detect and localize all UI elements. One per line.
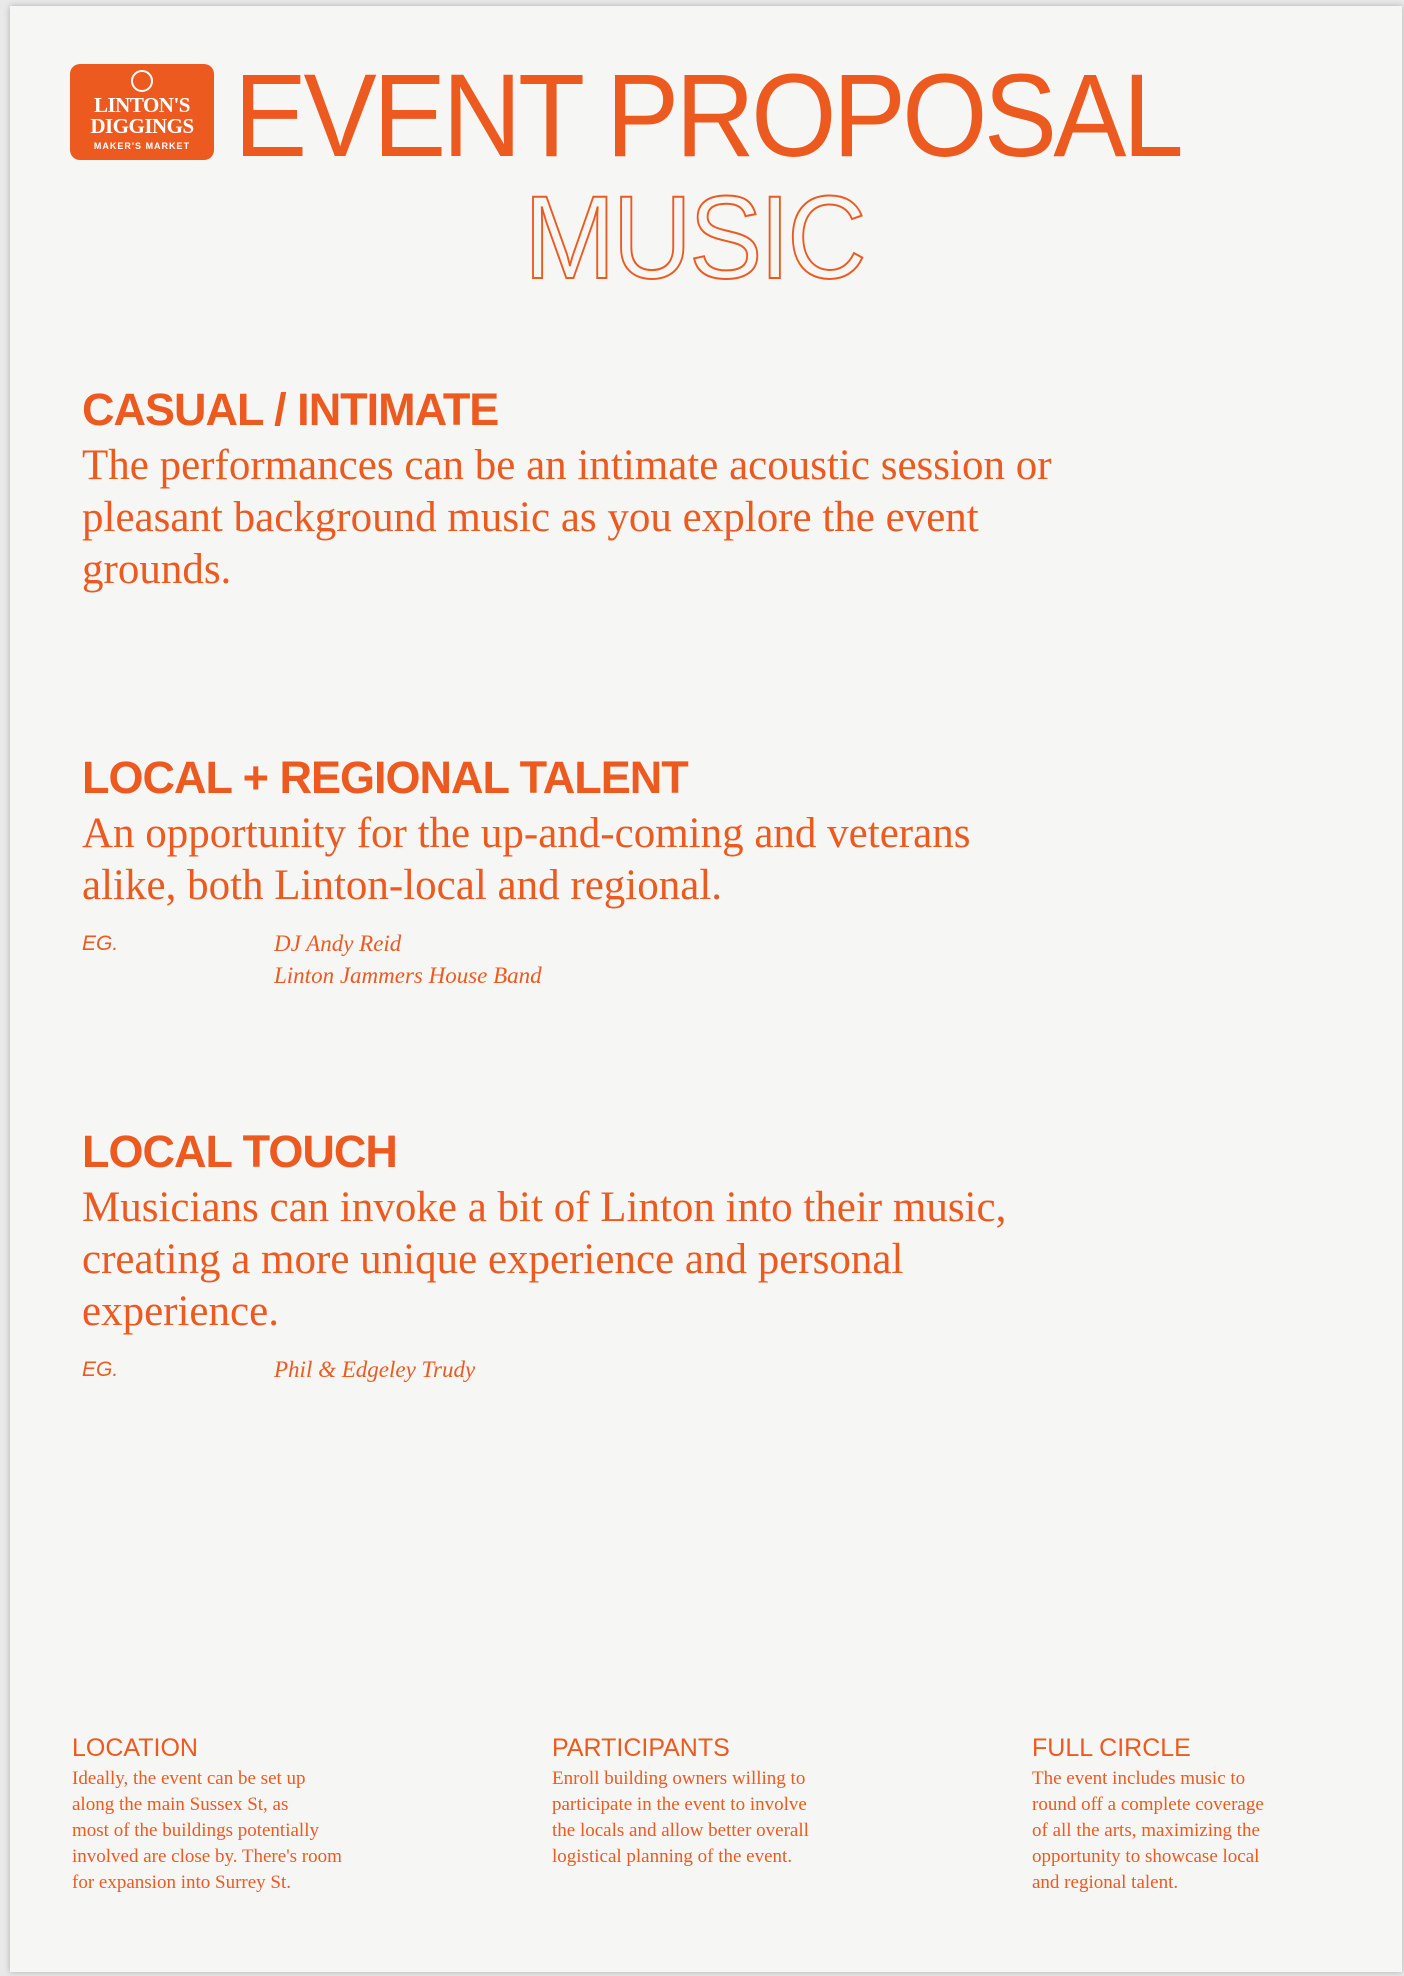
logo-line-1: LINTON'S — [94, 93, 190, 117]
section-casual-intimate — [82, 384, 1062, 596]
example-item: Linton Jammers House Band — [274, 963, 542, 988]
section-body: Musicians can invoke a bit of Linton into their music, creating a more unique experience and personal experience. — [82, 1184, 1007, 1335]
footer-full-circle — [1032, 1734, 1362, 1896]
section-heading: LOCAL TOUCH — [82, 1126, 397, 1177]
footer-body: The event includes music to round off a complete coverage of all the arts, maximizing the opportunity to showcase local and regional talent. — [1032, 1768, 1264, 1893]
example-item: DJ Andy Reid — [274, 931, 402, 956]
logo-tagline: MAKER'S MARKET — [93, 141, 191, 151]
footer-participants — [552, 1734, 882, 1870]
page-title: EVENT PROPOSAL — [234, 50, 1181, 182]
section-local-touch — [82, 1126, 1062, 1386]
proposal-sheet — [10, 6, 1402, 1972]
page-subtitle: MUSIC — [524, 172, 864, 304]
footer-heading: PARTICIPANTS — [552, 1734, 730, 1762]
section-body: The performances can be an intimate acoustic session or pleasant background music as you explore the event grounds. — [82, 442, 1052, 593]
logo-line-2: DIGGINGS — [90, 114, 194, 138]
section-local-regional-talent — [82, 752, 1062, 992]
section-heading: CASUAL / INTIMATE — [82, 384, 499, 435]
examples-label: EG. — [82, 932, 119, 955]
examples-list — [274, 928, 1062, 992]
examples-label: EG. — [82, 1358, 119, 1381]
footer-body: Ideally, the event can be set up along the main Sussex St, as most of the buildings potentially involved are close by. There's room for expansion into Surrey St. — [72, 1768, 342, 1893]
example-item: Phil & Edgeley Trudy — [274, 1357, 476, 1382]
lintons-diggings-logo — [70, 64, 214, 160]
footer-body: Enroll building owners willing to participate in the event to involve the locals and allow better overall logistical planning of the event. — [552, 1768, 809, 1867]
examples-block — [82, 928, 1062, 992]
section-body: An opportunity for the up-and-coming and veterans alike, both Linton-local and regional. — [82, 810, 971, 909]
sun-emblem-icon — [131, 70, 153, 92]
examples-block — [82, 1354, 1062, 1386]
section-heading: LOCAL + REGIONAL TALENT — [82, 752, 688, 803]
examples-list — [274, 1354, 1062, 1386]
footer-location — [72, 1734, 402, 1896]
footer-heading: FULL CIRCLE — [1032, 1734, 1191, 1762]
footer-heading: LOCATION — [72, 1734, 198, 1762]
